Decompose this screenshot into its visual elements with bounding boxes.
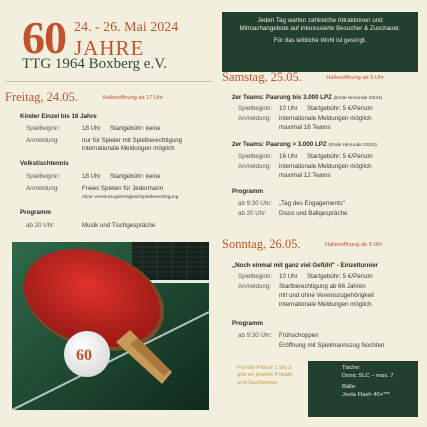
anniversary-number: 60 bbox=[22, 12, 66, 63]
sunday-anm-2: mit und ohne Vereinszugehörigkeit bbox=[279, 292, 374, 299]
saturday-hall-note: Hallenöffnung ab 9 Uhr bbox=[326, 75, 384, 81]
sunday-beginn-label: Spielbeginn: bbox=[238, 273, 273, 280]
saturday-teams2-beginn: 16 Uhr bbox=[279, 153, 298, 160]
friday-volks-anm-2: ohne Vereinszugehörigkeit/Spielberechtigung bbox=[82, 195, 179, 200]
anniversary-jahre: JAHRE bbox=[74, 36, 145, 60]
friday-volks-anm-1: Freies Spielen für Jedermann bbox=[82, 185, 164, 192]
friday-kids-beginn: 18 Uhr bbox=[82, 125, 101, 132]
intro-box bbox=[222, 12, 418, 72]
event-dates: 24. - 26. Mai 2024 bbox=[74, 20, 179, 35]
balls-label: Bälle: bbox=[342, 384, 357, 391]
friday-volks-beginn-label: Spielbeginn: bbox=[26, 173, 61, 180]
friday-heading bbox=[5, 88, 163, 106]
friday-kids-anm-2: internationale Meldungen möglich bbox=[82, 145, 175, 152]
friday-volks-anm-label: Anmeldung: bbox=[26, 185, 60, 192]
friday-volks-fee: Startgebühr: keine bbox=[110, 173, 161, 180]
table-tennis-illustration bbox=[12, 242, 209, 410]
sunday-anm-1: Startberechtigung ab 66 Jahren bbox=[279, 283, 366, 290]
saturday-teams2-anm-1: internationale Meldungen möglich bbox=[279, 163, 372, 170]
saturday-teams2-anm-label: Anmeldung: bbox=[238, 163, 272, 170]
saturday-programm-title: Programm bbox=[232, 188, 263, 195]
ball bbox=[64, 331, 110, 377]
balls-value: Joola Flash 40+*** bbox=[342, 391, 390, 398]
sunday-beginn: 10 Uhr bbox=[279, 273, 298, 280]
sunday-anm-3: internationale Meldungen möglich bbox=[279, 301, 372, 308]
saturday-title: Samstag, 25.05. bbox=[222, 70, 302, 84]
saturday-teams1-anm-1: internationale Meldungen möglich bbox=[279, 115, 372, 122]
saturday-teams1-title-row bbox=[232, 94, 382, 102]
saturday-teams1-fee: Startgebühr: 5 €/Person bbox=[307, 105, 373, 112]
friday-volks-beginn: 18 Uhr bbox=[82, 173, 101, 180]
saturday-teams1-title: 2er Teams: Paarung bis 3.000 LPZ bbox=[232, 94, 332, 101]
saturday-teams1-beginn: 10 Uhr bbox=[279, 105, 298, 112]
prize-note bbox=[237, 365, 307, 387]
table-tennis-photo bbox=[12, 242, 209, 410]
saturday-p2-time: ab 20 Uhr: bbox=[238, 210, 267, 217]
tables-value: Donic SLC – max. 7 bbox=[342, 372, 394, 379]
sunday-heading bbox=[222, 235, 382, 253]
saturday-teams1-beginn-label: Spielbeginn: bbox=[238, 105, 273, 112]
saturday-heading bbox=[222, 68, 384, 86]
sunday-p2-text: Eröffnung mit Spielmannszug Nochten bbox=[279, 342, 385, 349]
friday-kids-anm-1: nur für Spieler mit Spielberechtigung bbox=[82, 137, 183, 144]
friday-kids-beginn-label: Spielbeginn: bbox=[26, 125, 61, 132]
saturday-teams1-anm-2: maximal 16 Teams bbox=[279, 124, 331, 131]
friday-programm-title: Programm bbox=[20, 209, 51, 216]
saturday-p2-text: Disco und Ballgespräche bbox=[279, 210, 348, 217]
saturday-teams1-sub: (Ende Hinrunde 23/24) bbox=[333, 96, 383, 101]
tables-label: Tische: bbox=[342, 365, 361, 371]
ball-logo: 60 bbox=[76, 347, 92, 364]
sunday-anm-label: Anmeldung: bbox=[238, 283, 272, 290]
saturday-teams1-anm-label: Anmeldung: bbox=[238, 115, 272, 122]
sunday-programm-title: Programm bbox=[232, 320, 263, 327]
prize-line-2: gibt es jeweils Pokale bbox=[237, 372, 293, 379]
saturday-teams2-fee: Startgebühr: 5 €/Person bbox=[307, 153, 373, 160]
friday-kids-anm-label: Anmeldung: bbox=[26, 137, 60, 144]
sunday-fee: Startgebühr: 5 €/Person bbox=[307, 273, 373, 280]
friday-hall-note: Hallenöffnung ab 17 Uhr bbox=[102, 95, 163, 101]
sunday-title: Sonntag, 26.05. bbox=[222, 237, 301, 251]
equipment-box bbox=[308, 361, 418, 417]
friday-kids-fee: Startgebühr: keine bbox=[110, 125, 161, 132]
sunday-p1-text: Frühschoppen bbox=[279, 332, 319, 339]
intro-line-1: Jeden Tag warten zahlreiche Attraktionen und bbox=[257, 17, 383, 24]
prize-line-1: Für die Plätze 1 bis 3 bbox=[237, 365, 292, 371]
prize-line-3: und Sachpreise. bbox=[237, 379, 279, 386]
club-name: TTG 1964 Boxberg e.V. bbox=[22, 56, 167, 72]
sunday-p1-time: ab 9:30 Uhr: bbox=[238, 332, 273, 339]
saturday-teams2-sub: (Ende Hinrunde 23/24) bbox=[328, 143, 377, 148]
saturday-teams2-anm-2: maximal 12 Teams bbox=[279, 172, 331, 179]
sunday-event-title: „Noch einmal mit ganz viel Gefühl" - Einzelturnier bbox=[232, 262, 378, 269]
event-header bbox=[22, 12, 222, 76]
friday-kids-title: Kinder Einzel bis 16 Jahre bbox=[20, 113, 97, 120]
friday-volks-title: Volkstischtennis bbox=[20, 160, 69, 167]
header-divider bbox=[5, 81, 213, 82]
sunday-hall-note: Hallenöffnung ab 9 Uhr bbox=[324, 242, 383, 248]
saturday-teams2-title: 2er Teams: Paarung > 3.000 LPZ bbox=[232, 141, 327, 148]
saturday-teams2-title-row bbox=[232, 141, 377, 149]
saturday-p1-time: ab 9:30 Uhr: bbox=[238, 200, 273, 207]
friday-programm-text: Musik und Tischgespräche bbox=[82, 222, 156, 229]
friday-programm-time: ab 20 Uhr: bbox=[26, 222, 55, 229]
friday-title: Freitag, 24.05. bbox=[5, 90, 78, 104]
saturday-p1-text: „Tag des Engagements" bbox=[279, 200, 345, 207]
saturday-teams2-beginn-label: Spielbeginn: bbox=[238, 153, 273, 160]
intro-line-3: Für das leibliche Wohl ist gesorgt. bbox=[273, 37, 367, 45]
intro-line-2: Mitmachangebote auf interessierte Besucher & Zuschauer. bbox=[239, 25, 401, 33]
